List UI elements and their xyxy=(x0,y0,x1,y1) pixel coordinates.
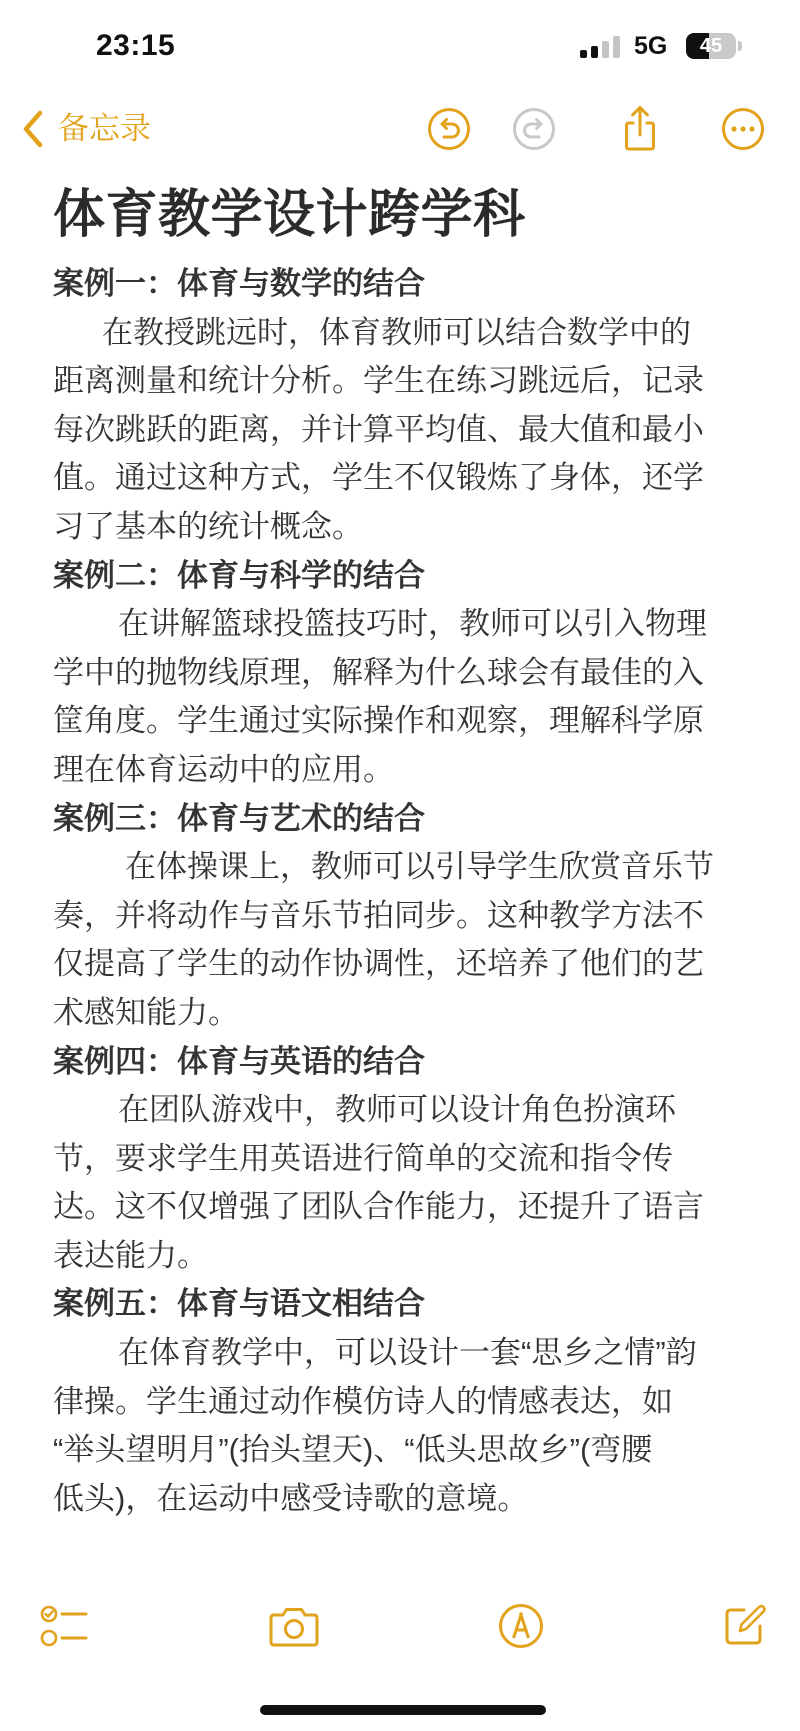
signal-bar xyxy=(602,41,609,58)
more-icon xyxy=(721,107,765,151)
body-line: 在教授跳远时，体育教师可以结合数学中的 xyxy=(102,314,691,350)
section-heading: 案例五：体育与语文相结合 xyxy=(53,1286,425,1322)
markup-button[interactable] xyxy=(497,1602,545,1650)
camera-button[interactable] xyxy=(268,1604,320,1648)
status-time: 23:15 xyxy=(96,29,176,62)
body-line: 节，要求学生用英语进行简单的交流和指令传 xyxy=(53,1140,673,1176)
cellular-signal-icon xyxy=(580,34,622,58)
undo-icon xyxy=(427,107,471,151)
body-line: 学中的抛物线原理，解释为什么球会有最佳的入 xyxy=(53,654,704,690)
note-section xyxy=(53,260,793,552)
redo-icon xyxy=(512,107,556,151)
battery-cap xyxy=(738,41,742,51)
note-title[interactable]: 体育教学设计跨学科 xyxy=(53,186,526,244)
section-heading: 案例三：体育与艺术的结合 xyxy=(53,800,425,836)
camera-icon xyxy=(268,1604,320,1648)
body-line: 达。这不仅增强了团队合作能力，还提升了语言 xyxy=(53,1189,704,1225)
section-heading: 案例一：体育与数学的结合 xyxy=(53,266,425,301)
note-section xyxy=(53,1038,793,1281)
body-line: 习了基本的统计概念。 xyxy=(53,508,363,544)
compose-icon xyxy=(720,1602,768,1650)
body-line: 筐角度。学生通过实际操作和观察，理解科学原 xyxy=(53,703,704,739)
body-line: 每次跳跃的距离，并计算平均值、最大值和最小 xyxy=(53,411,704,447)
more-button[interactable] xyxy=(721,107,765,151)
battery-icon xyxy=(686,33,736,59)
note-section xyxy=(53,1280,793,1523)
share-icon xyxy=(620,104,660,152)
body-line: “举头望明月”(抬头望天)、“低头思故乡”(弯腰 xyxy=(53,1432,653,1468)
signal-bar xyxy=(613,36,620,58)
network-type: 5G xyxy=(634,32,668,60)
share-button[interactable] xyxy=(620,104,660,152)
section-heading: 案例四：体育与英语的结合 xyxy=(53,1043,425,1079)
body-line: 在体操课上，教师可以引导学生欣赏音乐节 xyxy=(125,849,714,885)
home-indicator[interactable] xyxy=(260,1705,546,1715)
markup-icon xyxy=(497,1602,545,1650)
body-line: 值。通过这种方式，学生不仅锻炼了身体，还学 xyxy=(53,460,704,496)
body-line: 术感知能力。 xyxy=(53,994,239,1030)
body-line: 表达能力。 xyxy=(53,1237,208,1273)
body-line: 仅提高了学生的动作协调性，还培养了他们的艺 xyxy=(53,946,704,982)
body-line: 在体育教学中，可以设计一套“思乡之情”韵 xyxy=(118,1335,697,1371)
body-line: 律操。学生通过动作模仿诗人的情感表达，如 xyxy=(53,1383,673,1419)
signal-bar xyxy=(580,50,587,58)
note-section xyxy=(53,552,793,795)
back-button[interactable] xyxy=(20,106,151,152)
body-line: 理在体育运动中的应用。 xyxy=(53,751,394,787)
note-body[interactable] xyxy=(53,260,793,1523)
body-line: 奏，并将动作与音乐节拍同步。这种教学方法不 xyxy=(53,897,704,933)
chevron-left-icon xyxy=(20,109,46,149)
body-line: 距离测量和统计分析。学生在练习跳远后，记录 xyxy=(53,363,704,399)
checklist-button[interactable] xyxy=(40,1603,90,1649)
compose-button[interactable] xyxy=(720,1602,768,1650)
back-label: 备忘录 xyxy=(58,111,151,146)
undo-button[interactable] xyxy=(427,107,471,151)
signal-bar xyxy=(591,46,598,58)
note-section xyxy=(53,795,793,1038)
battery-percent: 45 xyxy=(699,35,723,57)
body-line: 低头)，在运动中感受诗歌的意境。 xyxy=(53,1480,529,1516)
redo-button[interactable] xyxy=(512,107,556,151)
body-line: 在讲解篮球投篮技巧时，教师可以引入物理 xyxy=(118,606,707,642)
checklist-icon xyxy=(40,1603,90,1649)
section-heading: 案例二：体育与科学的结合 xyxy=(53,557,425,593)
body-line: 在团队游戏中，教师可以设计角色扮演环 xyxy=(118,1092,676,1128)
